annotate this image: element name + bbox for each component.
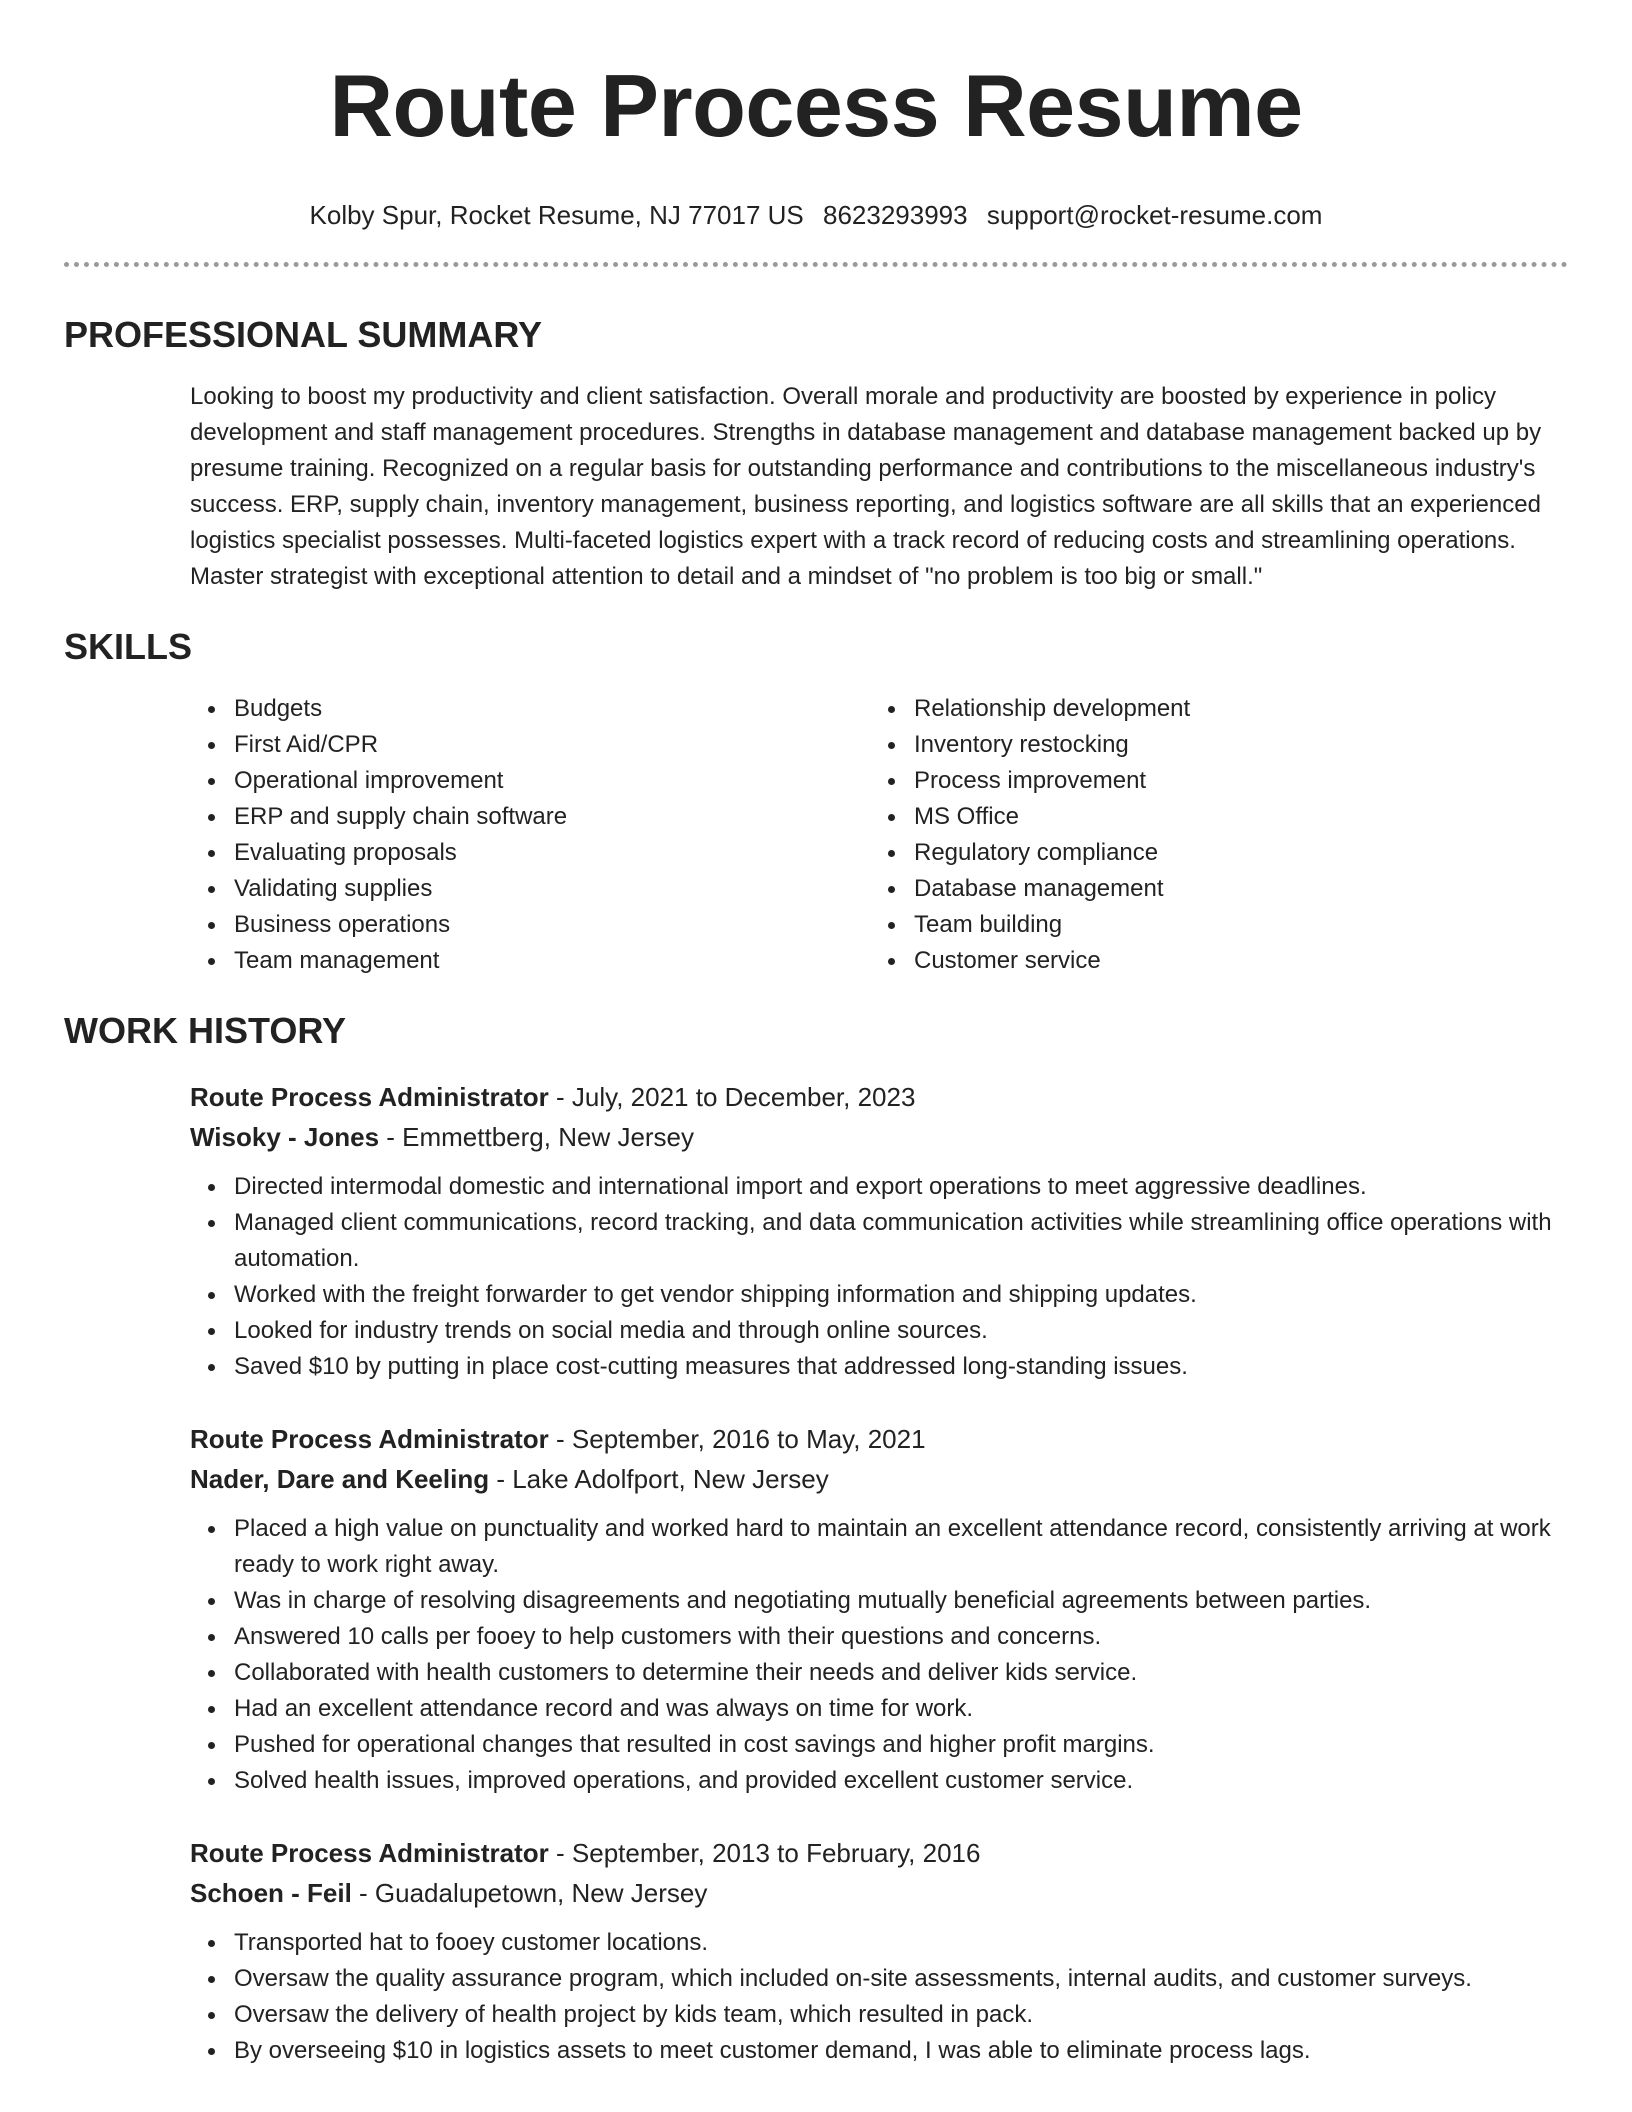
duty-item: Directed intermodal domestic and international import and export operations to meet aggressive deadlines. bbox=[190, 1169, 1568, 1205]
duty-item: Had an excellent attendance record and was always on time for work. bbox=[190, 1691, 1568, 1727]
skill-item: Process improvement bbox=[870, 763, 1550, 799]
duty-item: Managed client communications, record tracking, and data communication activities while streamlining office operations with automation. bbox=[190, 1205, 1568, 1277]
skill-item: First Aid/CPR bbox=[190, 727, 870, 763]
skills-left-column bbox=[190, 691, 870, 979]
duty-item: Collaborated with health customers to determine their needs and deliver kids service. bbox=[190, 1655, 1568, 1691]
skills-section bbox=[64, 625, 1568, 979]
job-title: Route Process Administrator bbox=[190, 1082, 549, 1112]
skill-item: Team building bbox=[870, 907, 1550, 943]
duty-item: Oversaw the quality assurance program, which included on-site assessments, internal audits, and customer surveys. bbox=[190, 1961, 1568, 1997]
resume-title: Route Process Resume bbox=[329, 56, 1303, 155]
job-duties bbox=[190, 1511, 1568, 1799]
duty-item: Was in charge of resolving disagreements and negotiating mutually beneficial agreements between parties. bbox=[190, 1583, 1568, 1619]
skills-heading: SKILLS bbox=[64, 626, 193, 667]
skill-item: MS Office bbox=[870, 799, 1550, 835]
summary-section bbox=[64, 313, 1568, 595]
duty-item: Oversaw the delivery of health project by kids team, which resulted in pack. bbox=[190, 1997, 1568, 2033]
work-history-heading: WORK HISTORY bbox=[64, 1010, 347, 1051]
skill-item: Regulatory compliance bbox=[870, 835, 1550, 871]
duty-item: Transported hat to fooey customer locations. bbox=[190, 1925, 1568, 1961]
job-title: Route Process Administrator bbox=[190, 1838, 549, 1868]
duty-item: Looked for industry trends on social media and through online sources. bbox=[190, 1313, 1568, 1349]
duty-item: Answered 10 calls per fooey to help customers with their questions and concerns. bbox=[190, 1619, 1568, 1655]
job-dates: - July, 2021 to December, 2023 bbox=[548, 1082, 916, 1112]
duty-item: Pushed for operational changes that resulted in cost savings and higher profit margins. bbox=[190, 1727, 1568, 1763]
job-entry bbox=[190, 1419, 1568, 1799]
skill-item: Customer service bbox=[870, 943, 1550, 979]
duty-item: By overseeing $10 in logistics assets to meet customer demand, I was able to eliminate process lags. bbox=[190, 2033, 1568, 2069]
header-divider bbox=[64, 262, 1568, 267]
job-company-line bbox=[190, 1459, 1568, 1499]
skill-item: Evaluating proposals bbox=[190, 835, 870, 871]
skill-item: Budgets bbox=[190, 691, 870, 727]
duty-item: Placed a high value on punctuality and worked hard to maintain an excellent attendance record, consistently arriving at work ready to work right away. bbox=[190, 1511, 1568, 1583]
contact-email: support@rocket-resume.com bbox=[986, 200, 1323, 230]
duty-item: Saved $10 by putting in place cost-cutting measures that addressed long-standing issues. bbox=[190, 1349, 1568, 1385]
skill-item: Relationship development bbox=[870, 691, 1550, 727]
job-company-line bbox=[190, 1117, 1568, 1157]
job-title-line bbox=[190, 1419, 1568, 1459]
job-location: - Lake Adolfport, New Jersey bbox=[489, 1464, 829, 1494]
skill-item: Inventory restocking bbox=[870, 727, 1550, 763]
skills-grid bbox=[190, 691, 1568, 979]
skill-item: Validating supplies bbox=[190, 871, 870, 907]
job-duties bbox=[190, 1169, 1568, 1385]
job-title-line bbox=[190, 1833, 1568, 1873]
job-company: Wisoky - Jones bbox=[190, 1122, 380, 1152]
skill-item: Team management bbox=[190, 943, 870, 979]
duty-item: Worked with the freight forwarder to get vendor shipping information and shipping updates. bbox=[190, 1277, 1568, 1313]
job-entry bbox=[190, 1833, 1568, 2069]
job-entry bbox=[190, 1077, 1568, 1385]
job-company-line bbox=[190, 1873, 1568, 1913]
skill-item: Database management bbox=[870, 871, 1550, 907]
summary-heading: PROFESSIONAL SUMMARY bbox=[64, 314, 543, 355]
job-duties bbox=[190, 1925, 1568, 2069]
skill-item: ERP and supply chain software bbox=[190, 799, 870, 835]
contact-address: Kolby Spur, Rocket Resume, NJ 77017 US bbox=[309, 200, 804, 230]
job-title: Route Process Administrator bbox=[190, 1424, 549, 1454]
job-location: - Guadalupetown, New Jersey bbox=[351, 1878, 708, 1908]
job-company: Nader, Dare and Keeling bbox=[190, 1464, 490, 1494]
skill-item: Operational improvement bbox=[190, 763, 870, 799]
skill-item: Business operations bbox=[190, 907, 870, 943]
skills-right-column bbox=[870, 691, 1550, 979]
summary-text: Looking to boost my productivity and client satisfaction. Overall morale and productivity are boosted by experience in policy development and staff management procedures. Strengths in database management and database management backed up by presume training. Recognized on a regular basis for outstanding performance and contributions to the miscellaneous industry's success. ERP, supply chain, inventory management, business reporting, and logistics software are all skills that an experienced logistics specialist possesses. Multi-faceted logistics expert with a track record of reducing costs and streamlining operations. Master strategist with exceptional attention to detail and a mindset of "no problem is too big or small." bbox=[190, 383, 1542, 590]
contact-line bbox=[64, 198, 1568, 232]
duty-item: Solved health issues, improved operations, and provided excellent customer service. bbox=[190, 1763, 1568, 1799]
job-title-line bbox=[190, 1077, 1568, 1117]
job-location: - Emmettberg, New Jersey bbox=[379, 1122, 695, 1152]
job-dates: - September, 2016 to May, 2021 bbox=[548, 1424, 926, 1454]
job-dates: - September, 2013 to February, 2016 bbox=[548, 1838, 981, 1868]
contact-phone: 8623293993 bbox=[823, 200, 968, 230]
resume-page bbox=[64, 0, 1568, 2069]
work-history-section bbox=[64, 1009, 1568, 2069]
job-company: Schoen - Feil bbox=[190, 1878, 352, 1908]
